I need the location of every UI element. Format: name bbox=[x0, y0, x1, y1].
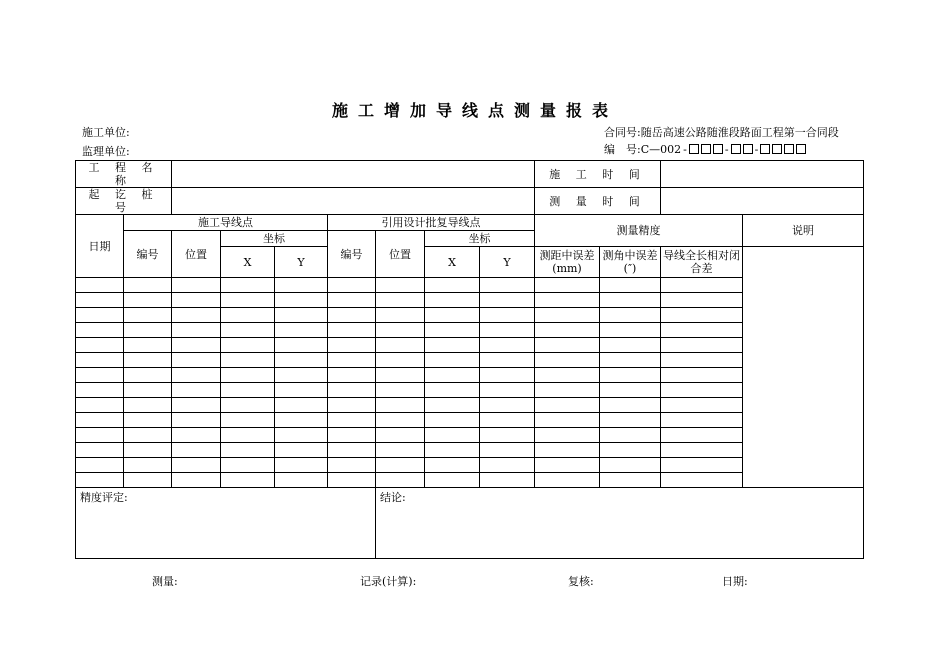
table-cell[interactable] bbox=[221, 428, 275, 443]
table-cell[interactable] bbox=[172, 353, 221, 368]
table-cell[interactable] bbox=[480, 473, 535, 488]
table-cell[interactable] bbox=[376, 428, 425, 443]
table-cell[interactable] bbox=[328, 413, 376, 428]
table-cell[interactable] bbox=[221, 278, 275, 293]
table-cell[interactable] bbox=[425, 353, 480, 368]
table-cell[interactable] bbox=[76, 278, 124, 293]
code-separator: - bbox=[754, 143, 759, 156]
stake-range-value[interactable] bbox=[172, 188, 535, 215]
table-cell[interactable] bbox=[221, 383, 275, 398]
referenced-points-header: 引用设计批复导线点 bbox=[328, 215, 535, 231]
table-cell[interactable] bbox=[480, 383, 535, 398]
table-cell[interactable] bbox=[172, 383, 221, 398]
conclusion[interactable]: 结论: bbox=[376, 488, 864, 559]
table-cell[interactable] bbox=[275, 398, 328, 413]
table-cell[interactable] bbox=[124, 473, 172, 488]
table-cell[interactable] bbox=[535, 428, 600, 443]
code-box bbox=[701, 144, 711, 154]
table-cell[interactable] bbox=[275, 308, 328, 323]
ref-coordinates-header: 坐标 bbox=[425, 231, 535, 247]
table-cell[interactable] bbox=[172, 473, 221, 488]
table-cell[interactable] bbox=[535, 323, 600, 338]
construction-time-value[interactable] bbox=[661, 161, 864, 188]
code-box bbox=[713, 144, 723, 154]
table-cell[interactable] bbox=[425, 278, 480, 293]
table-cell[interactable] bbox=[376, 368, 425, 383]
table-cell[interactable] bbox=[480, 413, 535, 428]
table-cell[interactable] bbox=[480, 443, 535, 458]
construction-time-label: 施 工 时 间 bbox=[535, 161, 661, 188]
table-cell[interactable] bbox=[661, 398, 743, 413]
table-cell[interactable] bbox=[425, 293, 480, 308]
survey-report-table bbox=[75, 160, 864, 559]
table-cell[interactable] bbox=[172, 398, 221, 413]
table-cell[interactable] bbox=[76, 308, 124, 323]
table-cell[interactable] bbox=[600, 383, 661, 398]
code-box bbox=[784, 144, 794, 154]
table-cell[interactable] bbox=[480, 338, 535, 353]
table-cell[interactable] bbox=[535, 353, 600, 368]
table-cell[interactable] bbox=[425, 368, 480, 383]
table-cell[interactable] bbox=[124, 323, 172, 338]
table-cell[interactable] bbox=[480, 428, 535, 443]
recorder-label: 记录(计算): bbox=[360, 575, 417, 588]
table-cell[interactable] bbox=[221, 443, 275, 458]
table-cell[interactable] bbox=[425, 458, 480, 473]
date-header: 日期 bbox=[76, 215, 124, 278]
table-cell[interactable] bbox=[376, 353, 425, 368]
table-cell[interactable] bbox=[661, 428, 743, 443]
table-cell[interactable] bbox=[480, 308, 535, 323]
table-cell[interactable] bbox=[328, 368, 376, 383]
ref-number-header: 编号 bbox=[328, 231, 376, 278]
table-cell[interactable] bbox=[376, 308, 425, 323]
table-cell[interactable] bbox=[76, 443, 124, 458]
table-cell[interactable] bbox=[275, 353, 328, 368]
ref-x-header: X bbox=[425, 247, 480, 278]
table-cell[interactable] bbox=[600, 443, 661, 458]
table-cell[interactable] bbox=[600, 308, 661, 323]
table-cell[interactable] bbox=[425, 413, 480, 428]
table-cell[interactable] bbox=[172, 323, 221, 338]
table-cell[interactable] bbox=[425, 338, 480, 353]
closure-error-header: 导线全长相对闭合差 bbox=[661, 247, 743, 278]
table-cell[interactable] bbox=[376, 413, 425, 428]
table-cell[interactable] bbox=[221, 368, 275, 383]
table-cell[interactable] bbox=[124, 443, 172, 458]
table-cell[interactable] bbox=[661, 323, 743, 338]
date-label: 日期: bbox=[722, 575, 748, 588]
table-cell[interactable] bbox=[76, 323, 124, 338]
table-cell[interactable] bbox=[661, 353, 743, 368]
table-cell[interactable] bbox=[328, 308, 376, 323]
table-cell[interactable] bbox=[221, 323, 275, 338]
table-cell[interactable] bbox=[480, 398, 535, 413]
table-cell[interactable] bbox=[425, 323, 480, 338]
table-cell[interactable] bbox=[480, 368, 535, 383]
ref-y-header: Y bbox=[480, 247, 535, 278]
table-cell[interactable] bbox=[600, 413, 661, 428]
table-cell[interactable] bbox=[480, 293, 535, 308]
table-cell[interactable] bbox=[221, 458, 275, 473]
table-cell[interactable] bbox=[480, 353, 535, 368]
table-cell[interactable] bbox=[661, 383, 743, 398]
coordinates-header: 坐标 bbox=[221, 231, 328, 247]
table-cell[interactable] bbox=[221, 293, 275, 308]
evaluation-row bbox=[76, 488, 864, 559]
table-cell[interactable] bbox=[172, 278, 221, 293]
table-cell[interactable] bbox=[535, 278, 600, 293]
report-title: 施工增加导线点测量报表 bbox=[331, 101, 618, 120]
remarks-header: 说明 bbox=[743, 215, 864, 247]
table-cell[interactable] bbox=[221, 398, 275, 413]
table-cell[interactable] bbox=[76, 398, 124, 413]
table-cell[interactable] bbox=[425, 308, 480, 323]
number-header: 编号 bbox=[124, 231, 172, 278]
header-row bbox=[76, 215, 864, 231]
table-cell[interactable] bbox=[124, 398, 172, 413]
table-cell[interactable] bbox=[328, 428, 376, 443]
table-cell[interactable] bbox=[535, 473, 600, 488]
table-cell[interactable] bbox=[376, 398, 425, 413]
distance-error-header: 测距中误差(mm) bbox=[535, 247, 600, 278]
table-cell[interactable] bbox=[221, 473, 275, 488]
table-cell[interactable] bbox=[76, 413, 124, 428]
accuracy-header: 测量精度 bbox=[535, 215, 743, 247]
form-code-prefix: 编 号:C—002 bbox=[604, 143, 682, 156]
table-cell[interactable] bbox=[275, 338, 328, 353]
table-cell[interactable] bbox=[76, 353, 124, 368]
table-cell[interactable] bbox=[275, 458, 328, 473]
construction-points-header: 施工导线点 bbox=[124, 215, 328, 231]
table-cell[interactable] bbox=[221, 353, 275, 368]
table-cell[interactable] bbox=[376, 443, 425, 458]
table-cell[interactable] bbox=[275, 473, 328, 488]
table-cell[interactable] bbox=[275, 323, 328, 338]
table-cell[interactable] bbox=[328, 473, 376, 488]
table-cell[interactable] bbox=[328, 338, 376, 353]
table-cell[interactable] bbox=[480, 458, 535, 473]
table-cell[interactable] bbox=[661, 308, 743, 323]
table-cell[interactable] bbox=[600, 323, 661, 338]
table-cell[interactable] bbox=[172, 413, 221, 428]
info-row bbox=[76, 161, 864, 188]
table-cell[interactable] bbox=[600, 398, 661, 413]
y-header: Y bbox=[275, 247, 328, 278]
table-cell[interactable] bbox=[76, 368, 124, 383]
table-cell[interactable] bbox=[275, 443, 328, 458]
table-cell[interactable] bbox=[661, 338, 743, 353]
table-cell[interactable] bbox=[328, 398, 376, 413]
table-cell[interactable] bbox=[76, 383, 124, 398]
x-header: X bbox=[221, 247, 275, 278]
code-box bbox=[772, 144, 782, 154]
table-cell[interactable] bbox=[661, 458, 743, 473]
table-cell[interactable] bbox=[376, 458, 425, 473]
table-cell[interactable] bbox=[124, 353, 172, 368]
table-cell[interactable] bbox=[535, 383, 600, 398]
table-cell[interactable] bbox=[221, 308, 275, 323]
table-cell[interactable] bbox=[661, 443, 743, 458]
table-cell[interactable] bbox=[328, 278, 376, 293]
table-cell[interactable] bbox=[275, 368, 328, 383]
survey-time-label: 测 量 时 间 bbox=[535, 188, 661, 215]
table-cell[interactable] bbox=[76, 473, 124, 488]
table-cell[interactable] bbox=[600, 458, 661, 473]
table-cell[interactable] bbox=[275, 293, 328, 308]
table-cell[interactable] bbox=[328, 458, 376, 473]
table-cell[interactable] bbox=[535, 398, 600, 413]
table-cell[interactable] bbox=[124, 368, 172, 383]
table-cell[interactable] bbox=[124, 278, 172, 293]
table-cell[interactable] bbox=[425, 428, 480, 443]
form-code bbox=[604, 143, 806, 156]
stake-range-label: 起 讫 桩 号 bbox=[76, 188, 172, 215]
table-cell[interactable] bbox=[172, 338, 221, 353]
supervision-unit-label: 监理单位: bbox=[82, 145, 130, 158]
reviewer-label: 复核: bbox=[568, 575, 594, 588]
project-name-value[interactable] bbox=[172, 161, 535, 188]
table-cell[interactable] bbox=[172, 458, 221, 473]
table-cell[interactable] bbox=[76, 338, 124, 353]
table-cell[interactable] bbox=[535, 413, 600, 428]
table-cell[interactable] bbox=[661, 368, 743, 383]
table-cell[interactable] bbox=[600, 338, 661, 353]
construction-unit-label: 施工单位: bbox=[82, 126, 130, 139]
angle-error-header: 测角中误差(″) bbox=[600, 247, 661, 278]
table-cell[interactable] bbox=[600, 293, 661, 308]
table-cell[interactable] bbox=[535, 458, 600, 473]
code-box bbox=[689, 144, 699, 154]
table-cell[interactable] bbox=[275, 278, 328, 293]
table-cell[interactable] bbox=[172, 428, 221, 443]
code-box bbox=[760, 144, 770, 154]
table-cell[interactable] bbox=[376, 383, 425, 398]
table-cell[interactable] bbox=[376, 338, 425, 353]
table-cell[interactable] bbox=[376, 323, 425, 338]
position-header: 位置 bbox=[172, 231, 221, 278]
table-cell[interactable] bbox=[172, 368, 221, 383]
table-cell[interactable] bbox=[76, 458, 124, 473]
table-cell[interactable] bbox=[425, 443, 480, 458]
table-cell[interactable] bbox=[535, 338, 600, 353]
table-cell[interactable] bbox=[600, 473, 661, 488]
table-cell[interactable] bbox=[661, 293, 743, 308]
table-cell[interactable] bbox=[425, 398, 480, 413]
table-cell[interactable] bbox=[172, 443, 221, 458]
table-cell[interactable] bbox=[535, 293, 600, 308]
survey-time-value[interactable] bbox=[661, 188, 864, 215]
table-cell[interactable] bbox=[124, 308, 172, 323]
table-cell[interactable] bbox=[328, 383, 376, 398]
table-cell[interactable] bbox=[328, 323, 376, 338]
table-cell[interactable] bbox=[275, 428, 328, 443]
table-cell[interactable] bbox=[328, 353, 376, 368]
code-separator: - bbox=[724, 143, 729, 156]
code-box bbox=[731, 144, 741, 154]
table-cell[interactable] bbox=[328, 443, 376, 458]
info-row bbox=[76, 188, 864, 215]
table-cell[interactable] bbox=[124, 338, 172, 353]
table-cell[interactable] bbox=[600, 428, 661, 443]
table-cell[interactable] bbox=[221, 338, 275, 353]
table-cell[interactable] bbox=[124, 458, 172, 473]
table-cell[interactable] bbox=[275, 383, 328, 398]
table-cell[interactable] bbox=[124, 413, 172, 428]
table-cell[interactable] bbox=[480, 278, 535, 293]
table-cell[interactable] bbox=[600, 353, 661, 368]
table-cell[interactable] bbox=[600, 278, 661, 293]
table-cell[interactable] bbox=[376, 473, 425, 488]
surveyor-label: 测量: bbox=[152, 575, 178, 588]
table-cell[interactable] bbox=[376, 278, 425, 293]
table-cell[interactable] bbox=[535, 443, 600, 458]
table-cell[interactable] bbox=[535, 308, 600, 323]
table-cell[interactable] bbox=[661, 278, 743, 293]
table-cell[interactable] bbox=[172, 293, 221, 308]
table-cell[interactable] bbox=[328, 293, 376, 308]
table-cell[interactable] bbox=[172, 308, 221, 323]
table-cell[interactable] bbox=[661, 473, 743, 488]
table-cell[interactable] bbox=[124, 293, 172, 308]
ref-position-header: 位置 bbox=[376, 231, 425, 278]
table-cell[interactable] bbox=[425, 383, 480, 398]
project-name-label: 工 程 名 称 bbox=[76, 161, 172, 188]
table-cell[interactable] bbox=[275, 413, 328, 428]
accuracy-evaluation[interactable]: 精度评定: bbox=[76, 488, 376, 559]
table-cell[interactable] bbox=[221, 413, 275, 428]
remarks-column[interactable] bbox=[743, 247, 864, 488]
table-cell[interactable] bbox=[376, 293, 425, 308]
table-cell[interactable] bbox=[124, 383, 172, 398]
table-cell[interactable] bbox=[425, 473, 480, 488]
table-cell[interactable] bbox=[535, 368, 600, 383]
table-cell[interactable] bbox=[76, 293, 124, 308]
code-box bbox=[743, 144, 753, 154]
contract-number: 合同号:随岳高速公路随淮段路面工程第一合同段 bbox=[604, 126, 839, 139]
code-box bbox=[796, 144, 806, 154]
code-separator: - bbox=[683, 143, 687, 156]
table-cell[interactable] bbox=[76, 428, 124, 443]
table-cell[interactable] bbox=[661, 413, 743, 428]
table-cell[interactable] bbox=[480, 323, 535, 338]
table-cell[interactable] bbox=[600, 368, 661, 383]
table-cell[interactable] bbox=[124, 428, 172, 443]
